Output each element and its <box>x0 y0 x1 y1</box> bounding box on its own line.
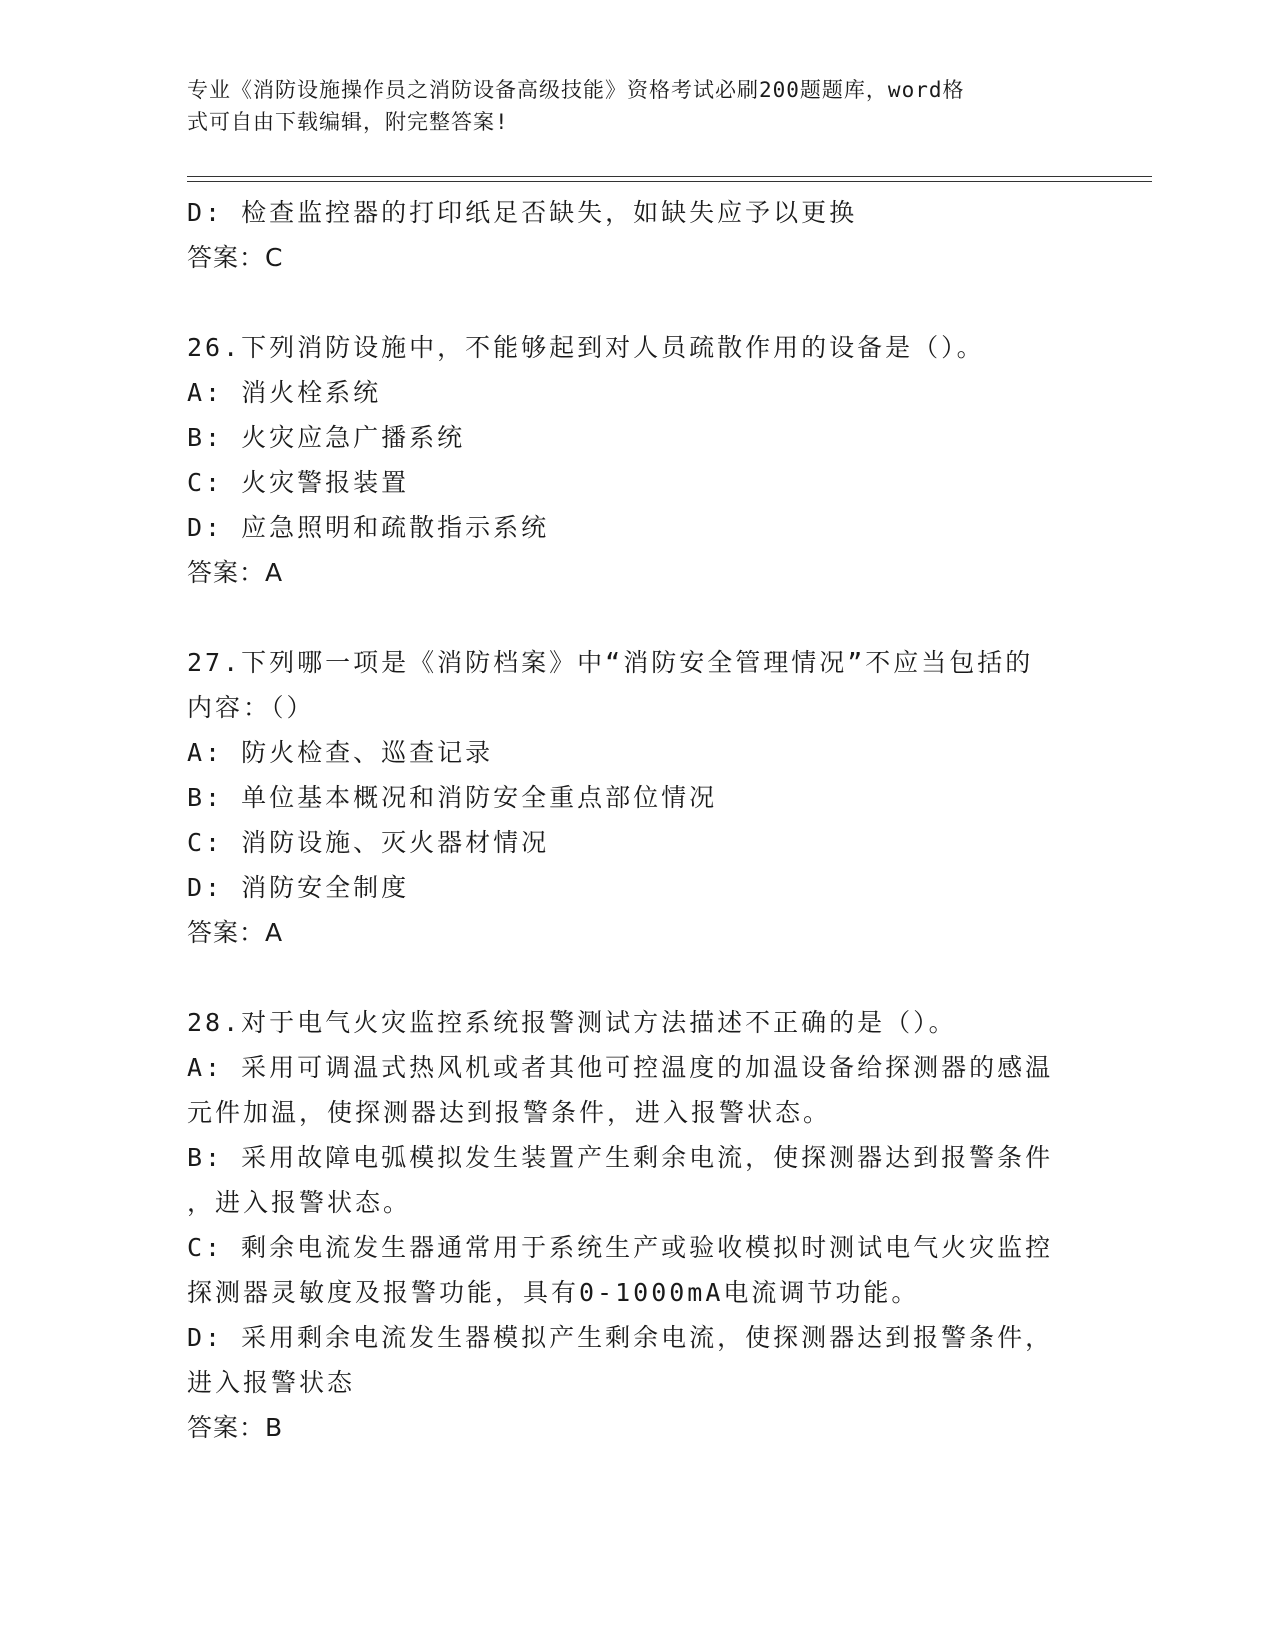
option-d: D: 消防安全制度 <box>187 873 410 902</box>
option-b: B: 单位基本概况和消防安全重点部位情况 <box>187 783 718 812</box>
option-a-cont: 元件加温，使探测器达到报警条件，进入报警状态。 <box>187 1098 832 1127</box>
option-b-cont: ，进入报警状态。 <box>187 1188 412 1217</box>
question-text: 28.对于电气火灾监控系统报警测试方法描述不正确的是（）。 <box>187 1008 957 1037</box>
option-c: C: 火灾警报装置 <box>187 468 410 497</box>
answer: 答案：A <box>187 558 284 587</box>
option-c-cont: 探测器灵敏度及报警功能，具有0-1000mA电流调节功能。 <box>187 1278 920 1307</box>
option-d: D: 检查监控器的打印纸足否缺失，如缺失应予以更换 <box>187 198 858 227</box>
question-27 <box>187 640 1087 955</box>
question-text: 26.下列消防设施中，不能够起到对人员疏散作用的设备是（）。 <box>187 333 985 362</box>
answer: 答案：C <box>187 243 284 272</box>
question-28 <box>187 1000 1087 1450</box>
option-c: C: 剩余电流发生器通常用于系统生产或验收模拟时测试电气火灾监控 <box>187 1233 1054 1262</box>
header-divider-top <box>187 176 1152 177</box>
header-divider-bottom <box>187 181 1152 182</box>
header-line-2: 式可自由下载编辑，附完整答案! <box>187 110 509 134</box>
document-header <box>187 74 1087 138</box>
question-26 <box>187 325 1087 595</box>
question-content <box>187 190 1087 1450</box>
option-b: B: 采用故障电弧模拟发生装置产生剩余电流，使探测器达到报警条件 <box>187 1143 1054 1172</box>
option-a: A: 消火栓系统 <box>187 378 382 407</box>
answer: 答案：B <box>187 1413 284 1442</box>
option-c: C: 消防设施、灭火器材情况 <box>187 828 550 857</box>
option-d: D: 应急照明和疏散指示系统 <box>187 513 550 542</box>
option-b: B: 火灾应急广播系统 <box>187 423 466 452</box>
header-line-1: 专业《消防设施操作员之消防设备高级技能》资格考试必刷200题题库，word格 <box>187 78 965 102</box>
option-a: A: 防火检查、巡查记录 <box>187 738 494 767</box>
question-text: 27.下列哪一项是《消防档案》中“消防安全管理情况”不应当包括的 <box>187 648 1034 677</box>
option-d-cont: 进入报警状态 <box>187 1368 356 1397</box>
option-d: D: 采用剩余电流发生器模拟产生剩余电流，使探测器达到报警条件， <box>187 1323 1054 1352</box>
answer: 答案：A <box>187 918 284 947</box>
question-text-cont: 内容：（） <box>187 693 315 722</box>
option-a: A: 采用可调温式热风机或者其他可控温度的加温设备给探测器的感温 <box>187 1053 1054 1082</box>
